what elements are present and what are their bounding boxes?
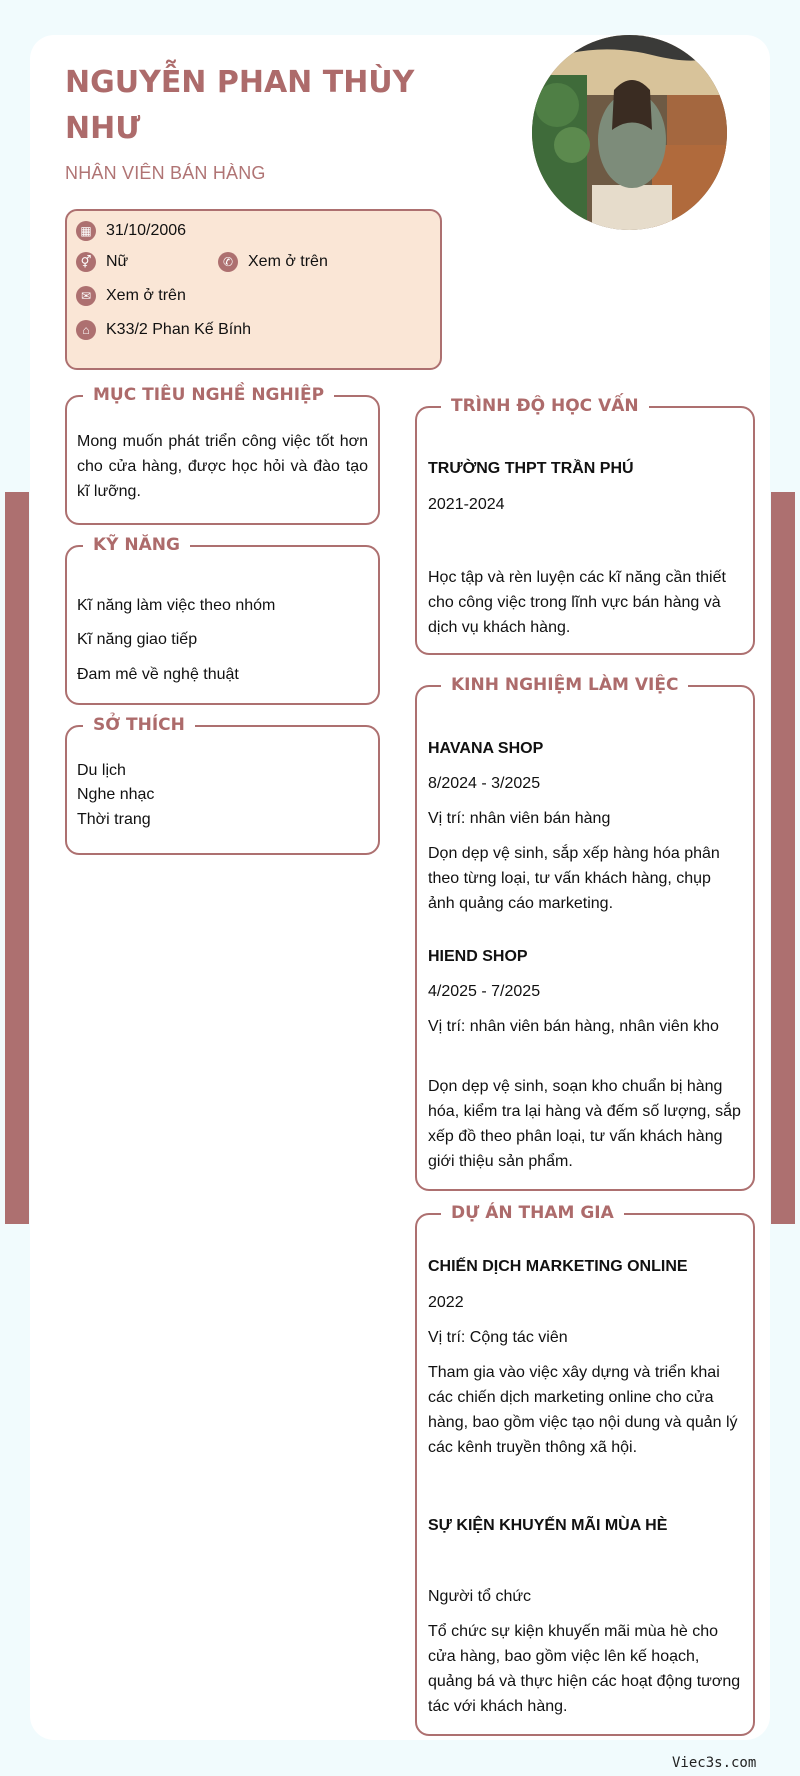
avatar-photo <box>532 35 727 230</box>
job-period: 8/2024 - 3/2025 <box>428 775 541 792</box>
hobby-item: Thời trang <box>77 811 151 828</box>
job-company: HIEND SHOP <box>428 948 528 965</box>
skill-item: Kĩ năng làm việc theo nhóm <box>77 597 276 614</box>
skills-title: KỸ NĂNG <box>83 533 190 557</box>
phone-icon: ✆ <box>218 252 238 272</box>
candidate-role: NHÂN VIÊN BÁN HÀNG <box>65 163 266 183</box>
project-position: Người tổ chức <box>428 1588 532 1605</box>
objective-section <box>65 385 380 525</box>
objective-text: Mong muốn phát triển công việc tốt hơn cho cửa hàng, được học hỏi và đào tạo kĩ lưỡng. <box>77 433 368 500</box>
right-accent-bar <box>771 492 795 1224</box>
education-description: Học tập và rèn luyện các kĩ năng cần thiết cho công việc trong lĩnh vực bán hàng và dịch vụ khách hàng. <box>428 569 726 636</box>
skills-section <box>65 535 380 705</box>
birthday-value: 31/10/2006 <box>106 222 187 239</box>
contact-birthday <box>76 221 186 241</box>
home-icon: ⌂ <box>76 320 96 340</box>
job-position: Vị trí: nhân viên bán hàng, nhân viên kho <box>428 1018 719 1035</box>
project-year: 2022 <box>428 1294 464 1311</box>
projects-section <box>415 1203 755 1736</box>
contact-gender <box>76 252 128 272</box>
candidate-name: NGUYỄN PHAN THÙY NHƯ <box>65 65 415 146</box>
project-description: Tổ chức sự kiện khuyến mãi mùa hè cho cửa hàng, bao gồm việc lên kế hoạch, quảng bá và thực hiện các hoạt động tương tác với khách hàng. <box>428 1623 741 1715</box>
education-title: TRÌNH ĐỘ HỌC VẤN <box>441 394 649 418</box>
avatar <box>532 35 727 230</box>
job-description: Dọn dẹp vệ sinh, soạn kho chuẩn bị hàng hóa, kiểm tra lại hàng và đếm số lượng, sắp xếp đồ theo phân loại, tư vấn khách hàng giới thiệu sản phẩm. <box>428 1078 741 1170</box>
phone-value: Xem ở trên <box>248 253 328 270</box>
education-section <box>415 396 755 655</box>
address-value: K33/2 Phan Kế Bính <box>106 321 251 338</box>
job-description: Dọn dẹp vệ sinh, sắp xếp hàng hóa phân theo từng loại, tư vấn khách hàng, chụp ảnh quảng cáo marketing. <box>428 845 720 912</box>
skill-item: Đam mê về nghệ thuật <box>77 666 239 683</box>
experience-title: KINH NGHIỆM LÀM VIỆC <box>441 673 688 697</box>
skill-item: Kĩ năng giao tiếp <box>77 631 198 648</box>
email-value: Xem ở trên <box>106 287 186 304</box>
project-name: SỰ KIỆN KHUYẾN MÃI MÙA HÈ <box>428 1517 668 1534</box>
hobby-item: Du lịch <box>77 762 126 779</box>
hobby-item: Nghe nhạc <box>77 786 155 803</box>
projects-title: DỰ ÁN THAM GIA <box>441 1201 624 1225</box>
email-icon: ✉ <box>76 286 96 306</box>
gender-icon: ⚥ <box>76 252 96 272</box>
job-company: HAVANA SHOP <box>428 740 544 757</box>
job-position: Vị trí: nhân viên bán hàng <box>428 810 611 827</box>
project-name: CHIẾN DỊCH MARKETING ONLINE <box>428 1258 688 1275</box>
contact-email <box>76 286 186 306</box>
project-description: Tham gia vào việc xây dựng và triển khai các chiến dịch marketing online cho cửa hàng, bao gồm việc tạo nội dung và quản lý các kênh truyền thông xã hội. <box>428 1364 738 1456</box>
objective-title: MỤC TIÊU NGHỀ NGHIỆP <box>83 383 334 407</box>
hobbies-title: SỞ THÍCH <box>83 713 195 737</box>
calendar-icon: ▦ <box>76 221 96 241</box>
contact-phone <box>218 252 328 272</box>
experience-section <box>415 675 755 1191</box>
gender-value: Nữ <box>106 253 129 270</box>
left-accent-bar <box>5 492 29 1224</box>
hobbies-section <box>65 715 380 855</box>
job-period: 4/2025 - 7/2025 <box>428 983 541 1000</box>
contact-address <box>76 320 251 340</box>
project-position: Vị trí: Cộng tác viên <box>428 1329 568 1346</box>
school-name: TRƯỜNG THPT TRẦN PHÚ <box>428 460 634 477</box>
watermark: Viec3s.com <box>672 1755 757 1771</box>
education-years: 2021-2024 <box>428 496 505 513</box>
contact-box <box>65 209 442 370</box>
